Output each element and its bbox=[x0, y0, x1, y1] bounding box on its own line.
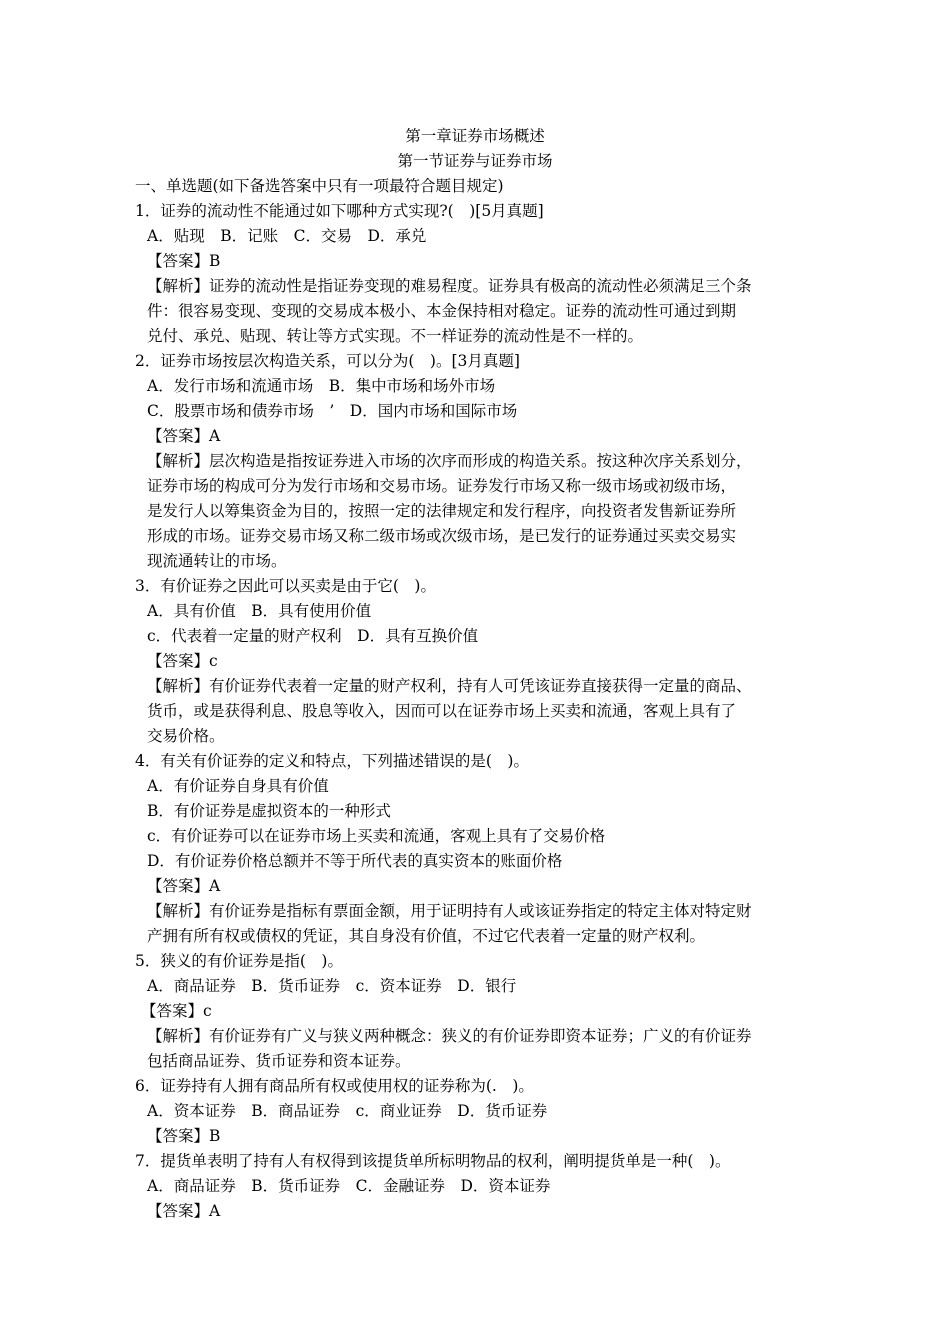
question-7: 7．提货单表明了持有人有权得到该提货单所标明物品的权利，阐明提货单是一种( )。 bbox=[135, 1152, 731, 1170]
question-2-analysis: 形成的市场。证券交易市场又称二级市场或次级市场，是已发行的证券通过买卖交易实 bbox=[147, 527, 737, 545]
question-3-analysis: 货币，或是获得利息、股息等收入，因而可以在证券市场上买卖和流通，客观上具有了 bbox=[147, 702, 737, 720]
question-2-analysis: 是发行人以筹集资金为目的，按照一定的法律规定和发行程序，向投资者发售新证券所 bbox=[147, 502, 737, 520]
question-1-analysis: 兑付、承兑、贴现、转让等方式实现。不一样证券的流动性是不一样的。 bbox=[147, 327, 644, 345]
question-5-analysis: 包括商品证券、货币证券和资本证券。 bbox=[147, 1052, 411, 1070]
question-3-options: c．代表着一定量的财产权利 D．具有互换价值 bbox=[147, 627, 479, 645]
question-3-analysis: 交易价格。 bbox=[147, 727, 225, 745]
question-6-options: A．资本证券 B．商品证券 c．商业证券 D．货币证券 bbox=[147, 1102, 548, 1120]
question-1: 1．证券的流动性不能通过如下哪种方式实现?( )[5月真题] bbox=[135, 202, 544, 220]
question-4: 4．有关有价证券的定义和特点，下列描述错误的是( )。 bbox=[135, 752, 529, 770]
question-3-options: A．具有价值 B．具有使用价值 bbox=[147, 602, 372, 620]
question-5: 5．狭义的有价证券是指( )。 bbox=[135, 952, 343, 970]
question-2-analysis: 【解析】层次构造是指按证券进入市场的次序而形成的构造关系。按这种次序关系划分， bbox=[147, 452, 752, 470]
question-2: 2．证券市场按层次构造关系，可以分为( )。[3月真题] bbox=[135, 352, 520, 370]
question-5-answer: 【答案】c bbox=[141, 1002, 212, 1020]
question-1-analysis: 【解析】证券的流动性是指证券变现的难易程度。证券具有极高的流动性必须满足三个条 bbox=[147, 277, 752, 295]
question-7-answer: 【答案】A bbox=[147, 1202, 221, 1220]
question-2-options: C．股票市场和债券市场 ’ D．国内市场和国际市场 bbox=[147, 402, 518, 420]
question-4-analysis: 【解析】有价证券是指标有票面金额，用于证明持有人或该证券指定的特定主体对特定财 bbox=[147, 902, 752, 920]
question-2-analysis: 现流通转让的市场。 bbox=[147, 552, 287, 570]
question-3-analysis: 【解析】有价证券代表着一定量的财产权利，持有人可凭该证券直接获得一定量的商品、 bbox=[147, 677, 752, 695]
question-4-option-b: B．有价证券是虚拟资本的一种形式 bbox=[147, 802, 391, 820]
question-6-answer: 【答案】B bbox=[147, 1127, 221, 1145]
question-4-option-a: A．有价证券自身具有价值 bbox=[147, 777, 329, 795]
question-1-options: A．贴现 B．记账 C．交易 D．承兑 bbox=[147, 227, 427, 245]
question-1-analysis: 件：很容易变现、变现的交易成本极小、本金保持相对稳定。证券的流动性可通过到期 bbox=[147, 302, 737, 320]
question-7-options: A．商品证券 B．货币证券 C．金融证券 D．资本证券 bbox=[147, 1177, 551, 1195]
question-4-option-d: D．有价证券价格总额并不等于所代表的真实资本的账面价格 bbox=[147, 852, 563, 870]
section-title: 第一节证券与证券市场 bbox=[397, 152, 553, 170]
question-2-options: A．发行市场和流通市场 B．集中市场和场外市场 bbox=[147, 377, 496, 395]
question-5-analysis: 【解析】有价证券有广义与狭义两种概念：狭义的有价证券即资本证券；广义的有价证券 bbox=[147, 1027, 752, 1045]
question-4-analysis: 产拥有所有权或债权的凭证，其自身没有价值，不过它代表着一定量的财产权利。 bbox=[147, 927, 706, 945]
question-3-answer: 【答案】c bbox=[147, 652, 218, 670]
question-4-option-c: c．有价证券可以在证券市场上买卖和流通，客观上具有了交易价格 bbox=[147, 827, 606, 845]
question-1-answer: 【答案】B bbox=[147, 252, 221, 270]
question-3: 3．有价证券之因此可以买卖是由于它( )。 bbox=[135, 577, 436, 595]
question-type-heading: 一、单选题(如下备选答案中只有一项最符合题目规定) bbox=[135, 177, 504, 195]
question-5-options: A．商品证券 B．货币证券 c．资本证券 D．银行 bbox=[147, 977, 517, 995]
chapter-title: 第一章证券市场概述 bbox=[405, 127, 545, 145]
question-4-answer: 【答案】A bbox=[147, 877, 221, 895]
question-2-answer: 【答案】A bbox=[147, 427, 221, 445]
question-6: 6．证券持有人拥有商品所有权或使用权的证券称为(. )。 bbox=[135, 1077, 534, 1095]
question-2-analysis: 证券市场的构成可分为发行市场和交易市场。证券发行市场又称一级市场或初级市场， bbox=[147, 477, 737, 495]
